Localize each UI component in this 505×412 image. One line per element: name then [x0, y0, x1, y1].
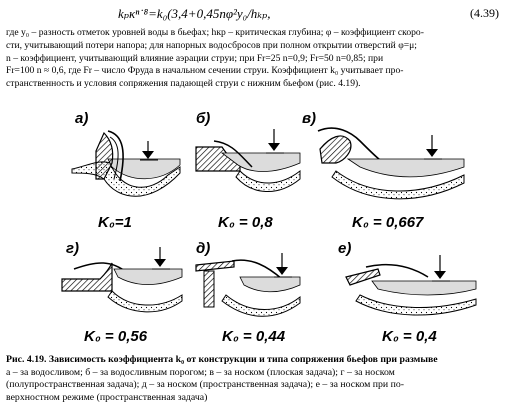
- panel-letter: д): [196, 240, 211, 257]
- caption-line: (полупространственная задача); д – за носком (пространственная задача); е – за носком при по-: [6, 379, 404, 390]
- panel-letter: г): [66, 240, 80, 257]
- tailwater: [114, 269, 182, 285]
- caption-line: а – за водосливом; б – за водосливным порогом; в – за носком (плоская задача); г – за носком: [6, 366, 395, 378]
- k0-label: K₀=1: [98, 214, 132, 231]
- paragraph-line: странственность и условия сопряжения падающей струи с нижним бьефом (рис. 4.19).: [6, 78, 361, 90]
- paragraph-line: сти, учитывающий потери напора; для напорных водосбросов при полном открытии отверстий φ=μ;: [6, 39, 417, 51]
- k0-label: K₀ = 0,667: [352, 214, 424, 231]
- equation-number: (4.39): [470, 6, 499, 20]
- scour-bed: [356, 295, 476, 315]
- figure-4-19: [0, 101, 505, 351]
- scour-bed: [108, 291, 182, 312]
- k0-label: K₀ = 0,8: [218, 214, 273, 231]
- tailwater: [348, 159, 464, 177]
- bucket-structure: [62, 263, 112, 291]
- panel-v: [302, 110, 464, 231]
- support-pier: [204, 271, 214, 307]
- body-paragraph: [6, 27, 500, 91]
- water-level-marker: [274, 253, 292, 277]
- panel-e: [338, 240, 476, 345]
- paragraph-line: Fr=100 n ≈ 0,6, где Fr – число Фруда в начальном сечении струи. Коэффициент k₀ учитывает про-: [6, 65, 404, 77]
- caption-line: верхностном режиме (пространственная задача): [6, 391, 208, 403]
- panel-letter: в): [302, 110, 317, 127]
- tailwater: [240, 277, 300, 292]
- panel-g: [62, 240, 182, 345]
- formula-expression: kₚκⁿ˙⁸=k₀(3,4+0,45nφ²y₀/hₖₚ,: [118, 6, 271, 21]
- caption-title: Рис. 4.19. Зависимость коэффициента k₀ от конструкции и типа сопряжения бьефов при размыве: [6, 354, 438, 365]
- panel-b: [196, 110, 300, 231]
- panel-letter: б): [196, 110, 211, 127]
- water-level-marker: [140, 141, 158, 160]
- formula-4-39: [0, 6, 505, 24]
- ski-jump-bucket: [320, 136, 351, 163]
- panel-letter: а): [75, 110, 89, 127]
- figure-caption: [6, 354, 502, 404]
- paragraph-line: n – коэффициент, учитывающий влияние аэрации струи; при Fr=25 n=0,9; Fr=50 n=0,85; при: [6, 52, 384, 64]
- k0-label: K₀ = 0,4: [382, 328, 437, 345]
- water-level-marker: [424, 135, 442, 159]
- scour-bed: [222, 295, 300, 316]
- panel-letter: е): [338, 240, 352, 257]
- paragraph-line: где y₀ – разность отметок уровней воды в бьефах; hкр – критическая глубина; φ – коэффициент скоро-: [6, 27, 424, 38]
- scour-bed: [236, 171, 300, 192]
- water-level-marker: [266, 129, 284, 153]
- pipe-outlet: [196, 261, 234, 271]
- water-level-marker: [432, 255, 450, 281]
- tailwater: [372, 281, 476, 295]
- k0-label: K₀ = 0,56: [84, 328, 148, 345]
- water-level-marker: [152, 247, 170, 269]
- flow-jet: [232, 260, 282, 279]
- panel-d: [196, 240, 300, 345]
- k0-label: K₀ = 0,44: [222, 328, 286, 345]
- panel-a: [72, 110, 180, 231]
